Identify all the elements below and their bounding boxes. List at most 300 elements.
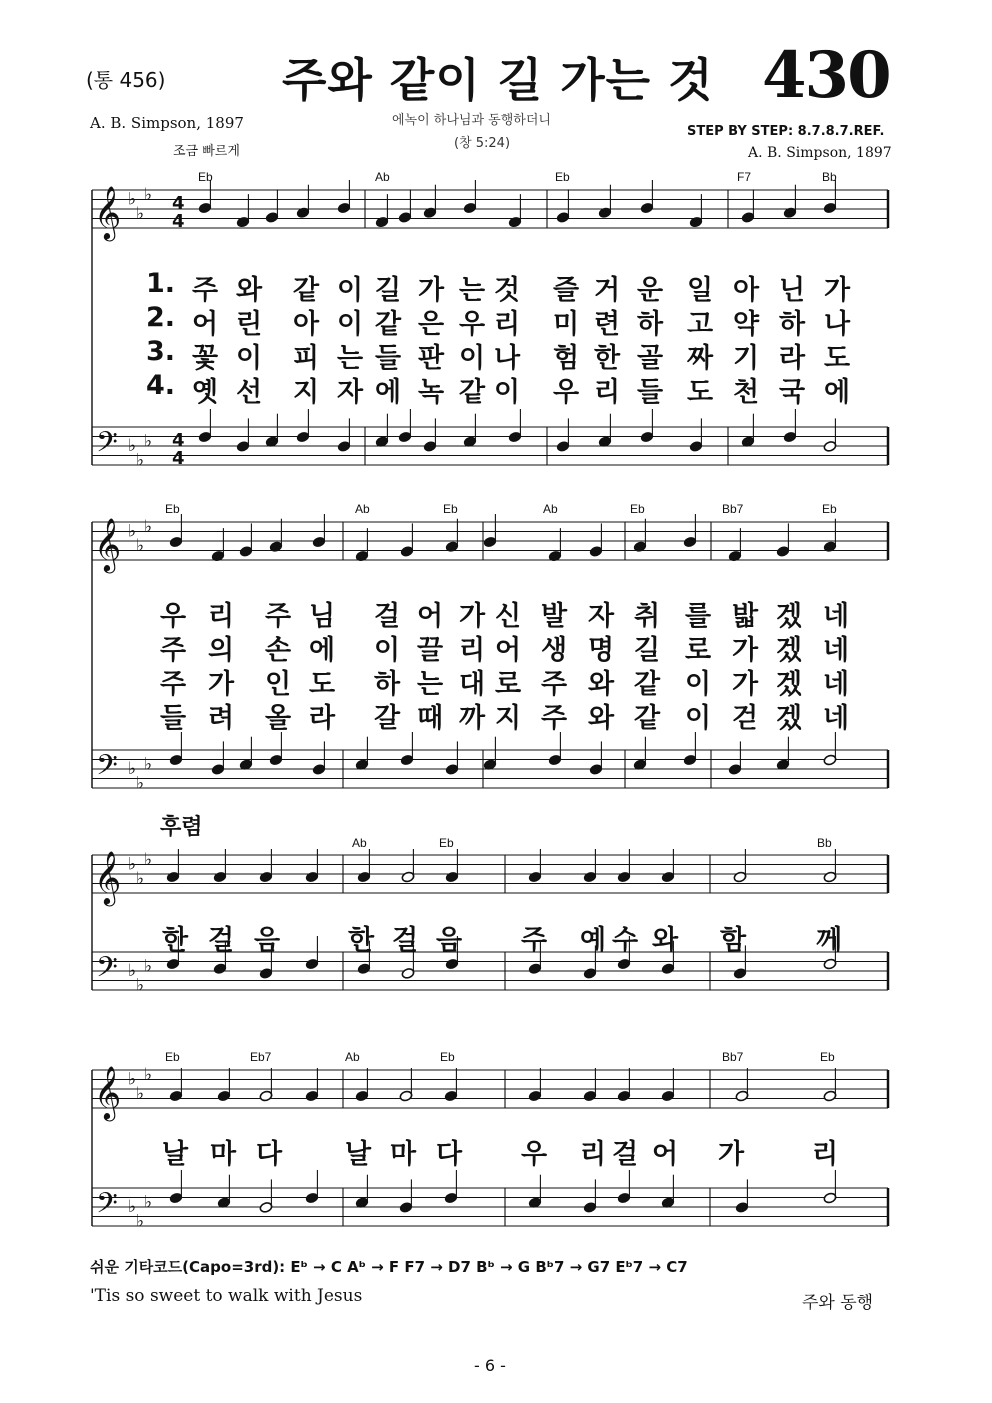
- note-head: [269, 754, 283, 766]
- chord-symbol: Ab: [375, 170, 390, 184]
- flat-icon: ♭: [136, 975, 145, 996]
- note-head: [400, 754, 414, 766]
- note-head: [445, 871, 459, 883]
- note-head: [401, 967, 415, 979]
- verse-number: 1.: [146, 268, 176, 299]
- note-head: [355, 1090, 369, 1102]
- chord-symbol: Eb: [820, 1050, 835, 1064]
- note-head: [423, 440, 437, 452]
- lyric-syllable: 가: [459, 601, 486, 632]
- lyric-line: [0, 662, 992, 700]
- lyric-syllable: 거: [594, 275, 621, 306]
- english-title: 'Tis so sweet to walk with Jesus: [90, 1286, 363, 1306]
- note-head: [556, 440, 570, 452]
- chord-symbol: Ab: [352, 836, 367, 850]
- note-head: [169, 1090, 183, 1102]
- lyric-syllable: 주: [192, 275, 219, 306]
- lyric-syllable: 신: [495, 601, 522, 632]
- lyric-syllable: 끌: [417, 635, 444, 666]
- note-head: [548, 754, 562, 766]
- note-head: [528, 1090, 542, 1102]
- lyric-syllable: 가: [732, 669, 759, 700]
- lyric-syllable: 지: [495, 703, 522, 734]
- chord-symbol: Eb: [630, 502, 645, 516]
- old-hymn-number: (통 456): [86, 68, 166, 92]
- lyric-syllable: 어: [192, 309, 219, 340]
- lyric-syllable: 예: [580, 925, 607, 956]
- flat-icon: ♭: [144, 849, 153, 870]
- lyric-syllable: 올: [265, 703, 292, 734]
- note-head: [583, 1201, 597, 1213]
- lyric-syllable: 네: [823, 601, 850, 632]
- note-head: [661, 871, 675, 883]
- bass-clef-icon: 𝄢: [96, 951, 118, 991]
- bass-clef-icon: 𝄢: [96, 426, 118, 466]
- note-head: [236, 440, 250, 452]
- lyric-syllable: 일: [687, 275, 714, 306]
- lyric-syllable: 마: [210, 1139, 237, 1170]
- lyric-syllable: 아: [733, 275, 760, 306]
- flat-icon: ♭: [136, 203, 145, 224]
- verse-number: 3.: [146, 336, 176, 367]
- flat-icon: ♭: [136, 535, 145, 556]
- note-head: [265, 211, 279, 223]
- lyric-syllable: 지: [293, 377, 320, 408]
- note-head: [296, 431, 310, 443]
- topic-label: 주와 동행: [802, 1293, 874, 1313]
- note-head: [312, 536, 326, 548]
- lyric-syllable: 꽃: [192, 343, 219, 374]
- lyric-syllable: 들: [375, 343, 402, 374]
- lyric-syllable: 려: [208, 703, 235, 734]
- lyric-syllable: 들: [637, 377, 664, 408]
- note-head: [733, 871, 747, 883]
- lyric-syllable: 골: [637, 343, 664, 374]
- author-left: A. B. Simpson, 1897: [90, 114, 244, 132]
- note-head: [169, 1192, 183, 1204]
- hymn-title: 주와 같이 길 가는 것: [282, 53, 714, 107]
- lyric-syllable: 음: [254, 925, 281, 956]
- lyric-syllable: 기: [733, 343, 760, 374]
- flat-icon: ♭: [144, 431, 153, 452]
- note-head: [213, 871, 227, 883]
- chord-symbol: Eb: [822, 502, 837, 516]
- note-head: [661, 1090, 675, 1102]
- lyric-syllable: 때: [417, 703, 444, 734]
- chord-symbol: Eb7: [250, 1050, 272, 1064]
- lyric-syllable: 가: [208, 669, 235, 700]
- lyric-syllable: 고: [687, 309, 714, 340]
- note-head: [198, 431, 212, 443]
- flat-icon: ♭: [144, 754, 153, 775]
- note-head: [589, 763, 603, 775]
- lyric-syllable: 이: [494, 377, 521, 408]
- note-head: [400, 545, 414, 557]
- lyric-syllable: 손: [265, 635, 292, 666]
- note-head: [445, 763, 459, 775]
- chord-symbol: Bb7: [722, 502, 744, 516]
- note-head: [445, 958, 459, 970]
- lyric-syllable: 운: [637, 275, 664, 306]
- lyric-syllable: 즐: [553, 275, 580, 306]
- lyric-syllable: 네: [823, 635, 850, 666]
- lyric-syllable: 같: [293, 275, 320, 306]
- lyric-syllable: 같: [634, 703, 661, 734]
- note-head: [661, 963, 675, 975]
- lyric-syllable: 함: [720, 925, 747, 956]
- lyric-syllable: 나: [494, 343, 521, 374]
- lyric-syllable: 리: [208, 601, 235, 632]
- lyric-line: [0, 336, 992, 374]
- chord-symbol: Eb: [555, 170, 570, 184]
- lyric-syllable: 인: [265, 669, 292, 700]
- chord-symbol: Bb: [822, 170, 837, 184]
- lyric-syllable: 하: [637, 309, 664, 340]
- lyric-syllable: 네: [823, 669, 850, 700]
- lyric-syllable: 가: [732, 635, 759, 666]
- lyric-syllable: 우: [553, 377, 580, 408]
- note-head: [683, 754, 697, 766]
- tempo-marking: 조금 빠르게: [173, 144, 240, 159]
- note-head: [444, 1090, 458, 1102]
- note-head: [259, 1090, 273, 1102]
- lyric-syllable: 나: [824, 309, 851, 340]
- lyric-syllable: 자: [337, 377, 364, 408]
- lyric-syllable: 는: [417, 669, 444, 700]
- lyric-syllable: 도: [309, 669, 336, 700]
- lyric-syllable: 우: [459, 309, 486, 340]
- lyric-syllable: 옛: [192, 377, 219, 408]
- lyric-line: [0, 268, 992, 306]
- note-head: [617, 1192, 631, 1204]
- lyric-line: [0, 370, 992, 408]
- guitar-chord-note: 쉬운 기타코드(Capo=3rd): Eᵇ → C Aᵇ → F F7 → D7 Bᵇ → G Bᵇ7 → G7 Eᵇ7 → C7: [90, 1258, 688, 1276]
- flat-icon: ♭: [144, 516, 153, 537]
- lyric-syllable: 에: [824, 377, 851, 408]
- lyric-syllable: 리: [459, 635, 486, 666]
- chord-symbol: Ab: [543, 502, 558, 516]
- lyric-line: [0, 594, 992, 632]
- note-head: [640, 431, 654, 443]
- chord-symbol: Ab: [345, 1050, 360, 1064]
- flat-icon: ♭: [128, 854, 137, 875]
- lyric-syllable: 리: [494, 309, 521, 340]
- lyric-syllable: 음: [436, 925, 463, 956]
- note-head: [823, 958, 837, 970]
- lyric-syllable: 겠: [776, 601, 803, 632]
- note-head: [528, 963, 542, 975]
- note-head: [337, 440, 351, 452]
- lyric-syllable: 이: [685, 669, 712, 700]
- lyric-syllable: 가: [824, 275, 851, 306]
- lyric-syllable: 선: [236, 377, 263, 408]
- lyric-syllable: 를: [685, 601, 712, 632]
- lyric-syllable: 다: [436, 1139, 463, 1170]
- lyric-syllable: 한: [162, 925, 189, 956]
- lyric-syllable: 어: [417, 601, 444, 632]
- note-head: [312, 763, 326, 775]
- lyric-syllable: 주: [160, 669, 187, 700]
- hymn-number: 430: [762, 38, 890, 113]
- lyric-syllable: 걸: [374, 601, 401, 632]
- lyric-syllable: 리: [580, 1139, 607, 1170]
- lyric-line: [0, 696, 992, 734]
- scripture-reference: (창 5:24): [454, 136, 511, 151]
- lyric-syllable: 우: [521, 1139, 548, 1170]
- treble-clef-icon: 𝄞: [94, 517, 122, 571]
- note-head: [741, 211, 755, 223]
- time-signature: 4: [172, 448, 185, 469]
- note-head: [198, 202, 212, 214]
- chord-symbol: Bb7: [722, 1050, 744, 1064]
- lyric-syllable: 천: [733, 377, 760, 408]
- bass-clef-icon: 𝄢: [96, 1187, 118, 1227]
- note-head: [166, 958, 180, 970]
- lyric-syllable: 같: [634, 669, 661, 700]
- chord-symbol: Ab: [355, 502, 370, 516]
- lyric-syllable: 어: [652, 1139, 679, 1170]
- lyric-syllable: 린: [236, 309, 263, 340]
- verse-number: 2.: [146, 302, 176, 333]
- lyric-syllable: 마: [390, 1139, 417, 1170]
- lyric-syllable: 이: [459, 343, 486, 374]
- lyric-syllable: 길: [634, 635, 661, 666]
- lyric-syllable: 명: [588, 635, 615, 666]
- note-head: [399, 1201, 413, 1213]
- note-head: [398, 431, 412, 443]
- note-head: [305, 871, 319, 883]
- note-head: [689, 216, 703, 228]
- lyric-syllable: 같: [459, 377, 486, 408]
- lyric-syllable: 은: [418, 309, 445, 340]
- lyric-syllable: 들: [160, 703, 187, 734]
- note-head: [776, 545, 790, 557]
- lyric-syllable: 어: [495, 635, 522, 666]
- lyric-syllable: 걸: [208, 925, 235, 956]
- note-head: [305, 1090, 319, 1102]
- note-head: [305, 958, 319, 970]
- lyric-syllable: 수: [612, 925, 639, 956]
- lyric-syllable: 주: [160, 635, 187, 666]
- lyric-syllable: 걸: [392, 925, 419, 956]
- lyric-syllable: 녹: [418, 377, 445, 408]
- flat-icon: ♭: [128, 759, 137, 779]
- note-head: [733, 967, 747, 979]
- note-head: [357, 871, 371, 883]
- note-head: [166, 871, 180, 883]
- lyric-syllable: 짜: [687, 343, 714, 374]
- time-signature: 4: [172, 430, 185, 451]
- chord-symbol: Eb: [443, 502, 458, 516]
- lyric-syllable: 험: [553, 343, 580, 374]
- flat-icon: ♭: [136, 868, 145, 889]
- lyric-syllable: 련: [594, 309, 621, 340]
- note-head: [683, 536, 697, 548]
- note-head: [213, 963, 227, 975]
- lyric-syllable: 는: [459, 275, 486, 306]
- lyric-syllable: 약: [733, 309, 760, 340]
- lyric-syllable: 대: [459, 669, 486, 700]
- refrain-label: 후렴: [160, 815, 203, 840]
- chord-symbol: Eb: [165, 502, 180, 516]
- lyric-syllable: 로: [495, 669, 522, 700]
- lyric-syllable: 닌: [779, 275, 806, 306]
- chord-symbol: Bb: [817, 836, 832, 850]
- lyric-syllable: 라: [309, 703, 336, 734]
- note-head: [735, 1090, 749, 1102]
- note-head: [259, 871, 273, 883]
- lyric-syllable: 와: [652, 925, 679, 956]
- note-head: [401, 871, 415, 883]
- lyric-syllable: 가: [718, 1139, 745, 1170]
- flat-icon: ♭: [136, 773, 145, 794]
- note-head: [689, 440, 703, 452]
- lyric-line: [0, 302, 992, 340]
- note-head: [728, 763, 742, 775]
- lyric-syllable: 다: [256, 1139, 283, 1170]
- note-head: [337, 202, 351, 214]
- flat-icon: ♭: [128, 521, 137, 542]
- note-head: [483, 536, 497, 548]
- note-head: [444, 1192, 458, 1204]
- lyric-syllable: 님: [309, 601, 336, 632]
- flat-icon: ♭: [144, 956, 153, 977]
- note-head: [399, 1090, 413, 1102]
- lyric-syllable: 까: [459, 703, 486, 734]
- note-head: [508, 431, 522, 443]
- note-head: [640, 202, 654, 214]
- lyric-syllable: 자: [588, 601, 615, 632]
- lyric-syllable: 미: [553, 309, 580, 340]
- note-head: [463, 202, 477, 214]
- lyric-syllable: 리: [594, 377, 621, 408]
- treble-clef-icon: 𝄞: [94, 185, 122, 239]
- note-head: [617, 1090, 631, 1102]
- chord-symbol: F7: [737, 170, 752, 184]
- chord-symbol: Eb: [439, 836, 454, 850]
- lyric-syllable: 와: [588, 703, 615, 734]
- note-head: [259, 1201, 273, 1213]
- lyric-syllable: 이: [337, 309, 364, 340]
- lyric-syllable: 피: [293, 343, 320, 374]
- lyric-syllable: 도: [824, 343, 851, 374]
- note-head: [589, 545, 603, 557]
- bass-clef-icon: 𝄢: [96, 749, 118, 789]
- note-head: [583, 1090, 597, 1102]
- note-head: [823, 1090, 837, 1102]
- lyric-syllable: 의: [208, 635, 235, 666]
- lyric-syllable: 갈: [374, 703, 401, 734]
- note-head: [259, 967, 273, 979]
- lyric-syllable: 판: [418, 343, 445, 374]
- lyric-syllable: 주: [521, 925, 548, 956]
- note-head: [823, 1192, 837, 1204]
- lyric-syllable: 께: [816, 925, 843, 956]
- note-head: [556, 211, 570, 223]
- chord-symbol: Eb: [198, 170, 213, 184]
- note-head: [583, 967, 597, 979]
- lyric-syllable: 아: [293, 309, 320, 340]
- author-right: A. B. Simpson, 1897: [748, 145, 892, 161]
- lyric-syllable: 주: [541, 703, 568, 734]
- note-head: [783, 431, 797, 443]
- note-head: [236, 216, 250, 228]
- verse-number: 4.: [146, 370, 176, 401]
- lyric-syllable: 걸: [612, 1139, 639, 1170]
- lyric-syllable: 겠: [776, 635, 803, 666]
- flat-icon: ♭: [136, 450, 145, 471]
- lyric-syllable: 주: [541, 669, 568, 700]
- time-signature: 4: [172, 193, 185, 214]
- lyric-syllable: 한: [348, 925, 375, 956]
- lyric-syllable: 는: [337, 343, 364, 374]
- lyric-syllable: 길: [375, 275, 402, 306]
- lyric-syllable: 가: [418, 275, 445, 306]
- lyric-syllable: 주: [265, 601, 292, 632]
- lyric-syllable: 네: [823, 703, 850, 734]
- note-head: [169, 536, 183, 548]
- lyric-syllable: 하: [779, 309, 806, 340]
- lyric-syllable: 한: [594, 343, 621, 374]
- flat-icon: ♭: [144, 184, 153, 205]
- lyric-syllable: 국: [779, 377, 806, 408]
- note-head: [169, 754, 183, 766]
- flat-icon: ♭: [128, 1197, 137, 1217]
- lyric-syllable: 하: [374, 669, 401, 700]
- lyric-syllable: 에: [309, 635, 336, 666]
- note-head: [735, 1201, 749, 1213]
- lyric-syllable: 리: [812, 1139, 839, 1170]
- note-head: [211, 763, 225, 775]
- lyric-syllable: 이: [374, 635, 401, 666]
- lyric-syllable: 겠: [776, 703, 803, 734]
- note-head: [823, 754, 837, 766]
- lyric-syllable: 로: [685, 635, 712, 666]
- chord-symbol: Eb: [440, 1050, 455, 1064]
- lyric-syllable: 걷: [732, 703, 759, 734]
- lyric-syllable: 에: [375, 377, 402, 408]
- note-head: [357, 963, 371, 975]
- note-head: [398, 211, 412, 223]
- note-head: [823, 440, 837, 452]
- lyric-syllable: 같: [375, 309, 402, 340]
- lyric-syllable: 생: [541, 635, 568, 666]
- note-head: [617, 958, 631, 970]
- note-head: [823, 202, 837, 214]
- lyric-syllable: 것: [494, 275, 521, 306]
- lyric-syllable: 이: [236, 343, 263, 374]
- lyric-syllable: 이: [337, 275, 364, 306]
- lyric-syllable: 취: [634, 601, 661, 632]
- lyric-line: [0, 918, 992, 956]
- note-head: [528, 871, 542, 883]
- lyric-syllable: 라: [779, 343, 806, 374]
- flat-icon: ♭: [136, 1083, 145, 1104]
- flat-icon: ♭: [136, 1211, 145, 1232]
- flat-icon: ♭: [128, 189, 137, 210]
- lyric-syllable: 겠: [776, 669, 803, 700]
- lyric-syllable: 밟: [732, 601, 759, 632]
- lyric-line: [0, 628, 992, 666]
- note-head: [508, 216, 522, 228]
- chord-symbol: Eb: [165, 1050, 180, 1064]
- treble-clef-icon: 𝄞: [94, 850, 122, 904]
- time-signature: 4: [172, 211, 185, 232]
- note-head: [305, 1192, 319, 1204]
- lyric-syllable: 날: [345, 1139, 372, 1170]
- lyric-syllable: 이: [685, 703, 712, 734]
- lyric-syllable: 우: [160, 601, 187, 632]
